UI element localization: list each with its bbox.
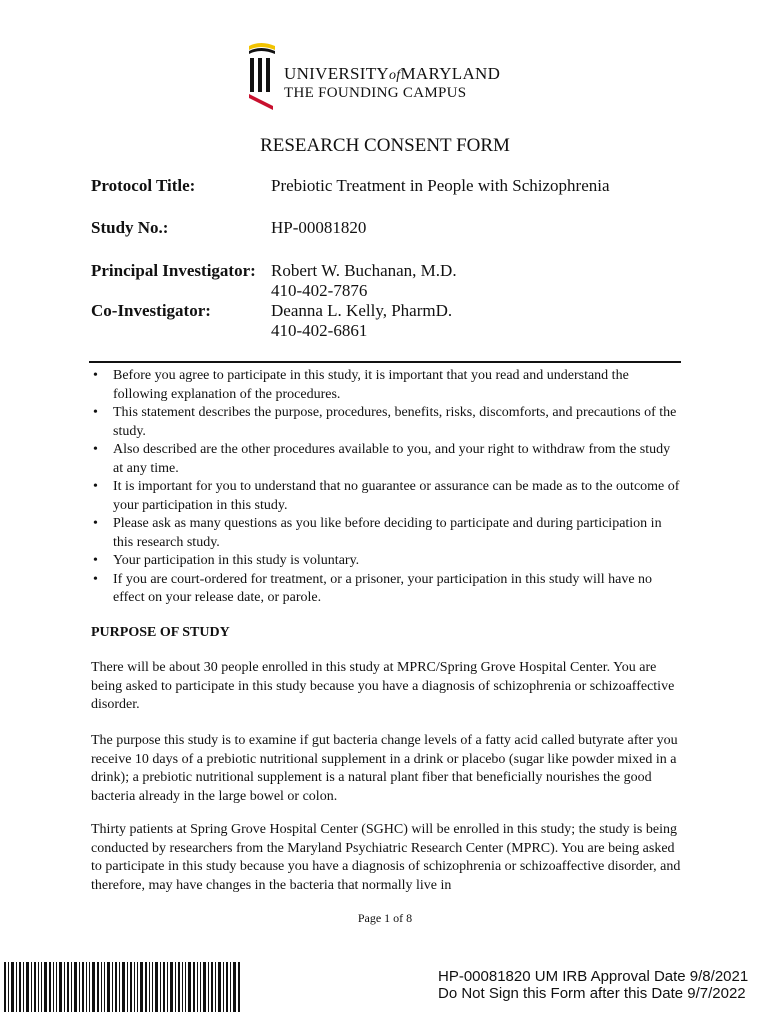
pi-label: Principal Investigator: <box>91 261 256 280</box>
purpose-paragraph-1: There will be about 30 people enrolled in this study at MPRC/Spring Grove Hospital Center. You are being asked to participate in this study because you have a diagnosis of schizophrenia or schizoaffective disorder. <box>91 660 675 712</box>
pi-details <box>271 261 457 301</box>
list-item: • Also described are the other procedures available to you, and your right to withdraw from the study at any time. <box>91 441 683 478</box>
study-value: HP-00081820 <box>271 218 367 237</box>
pi-phone: 410-402-7876 <box>271 281 368 300</box>
list-item: • If you are court-ordered for treatment, or a prisoner, your participation in this study will have no effect on your release date, or parole. <box>91 571 683 608</box>
coi-label: Co-Investigator: <box>91 301 211 320</box>
protocol-label: Protocol Title: <box>91 176 196 195</box>
irb-approval-stamp <box>438 968 748 1002</box>
purpose-heading: PURPOSE OF STUDY <box>91 625 230 640</box>
purpose-paragraph-2: The purpose this study is to examine if gut bacteria change levels of a fatty acid called butyrate after you receive 10 days of a prebiotic nutritional supplement in a drink or placebo (sugar like powder mixed in a drink); a prebiotic nutritional supplement is a natural plant fiber that beneficially nourishes the good bacteria already in the large bowel or colon. <box>91 733 678 804</box>
logo-of: of <box>389 68 401 83</box>
list-item: • Please ask as many questions as you like before deciding to participate and during participation in this research study. <box>91 515 683 552</box>
list-item: • This statement describes the purpose, procedures, benefits, risks, discomforts, and precautions of the study. <box>91 404 683 441</box>
irb-approval-line: HP-00081820 UM IRB Approval Date 9/8/2021 <box>438 968 749 985</box>
university-seal-icon <box>247 38 279 110</box>
barcode <box>0 960 245 1014</box>
list-item: • Your participation in this study is voluntary. <box>91 552 683 571</box>
coi-phone: 410-402-6861 <box>271 321 368 340</box>
form-title: RESEARCH CONSENT FORM <box>260 135 510 156</box>
coi-details <box>271 301 452 341</box>
purpose-paragraph-3: Thirty patients at Spring Grove Hospital Center (SGHC) will be enrolled in this study; the study is being conducted by researchers from the Maryland Psychiatric Research Center (MPRC). You are being asked to participate in this study because you have a diagnosis of schizophrenia or schizoaffective disorder, and therefore, may have changes in the bacteria that normally live in <box>91 822 681 893</box>
intro-bullet-list <box>91 367 683 608</box>
list-item: • It is important for you to understand that no guarantee or assurance can be made as to the outcome of your participation in this study. <box>91 478 683 515</box>
page-number: Page 1 of 8 <box>357 911 413 925</box>
logo-maryland: MARYLAND <box>400 64 501 83</box>
logo-university: UNIVERSITY <box>284 64 389 83</box>
logo-founding-campus: THE FOUNDING CAMPUS <box>284 85 467 101</box>
irb-expiry-line: Do Not Sign this Form after this Date 9/7/2022 <box>438 985 746 1002</box>
section-divider <box>89 361 681 363</box>
pi-name: Robert W. Buchanan, M.D. <box>271 261 457 280</box>
logo-wordmark <box>284 64 500 102</box>
protocol-value: Prebiotic Treatment in People with Schizophrenia <box>271 176 610 195</box>
list-item: • Before you agree to participate in this study, it is important that you read and understand the following explanation of the procedures. <box>91 367 683 404</box>
study-label: Study No.: <box>91 218 169 237</box>
coi-name: Deanna L. Kelly, PharmD. <box>271 301 453 320</box>
